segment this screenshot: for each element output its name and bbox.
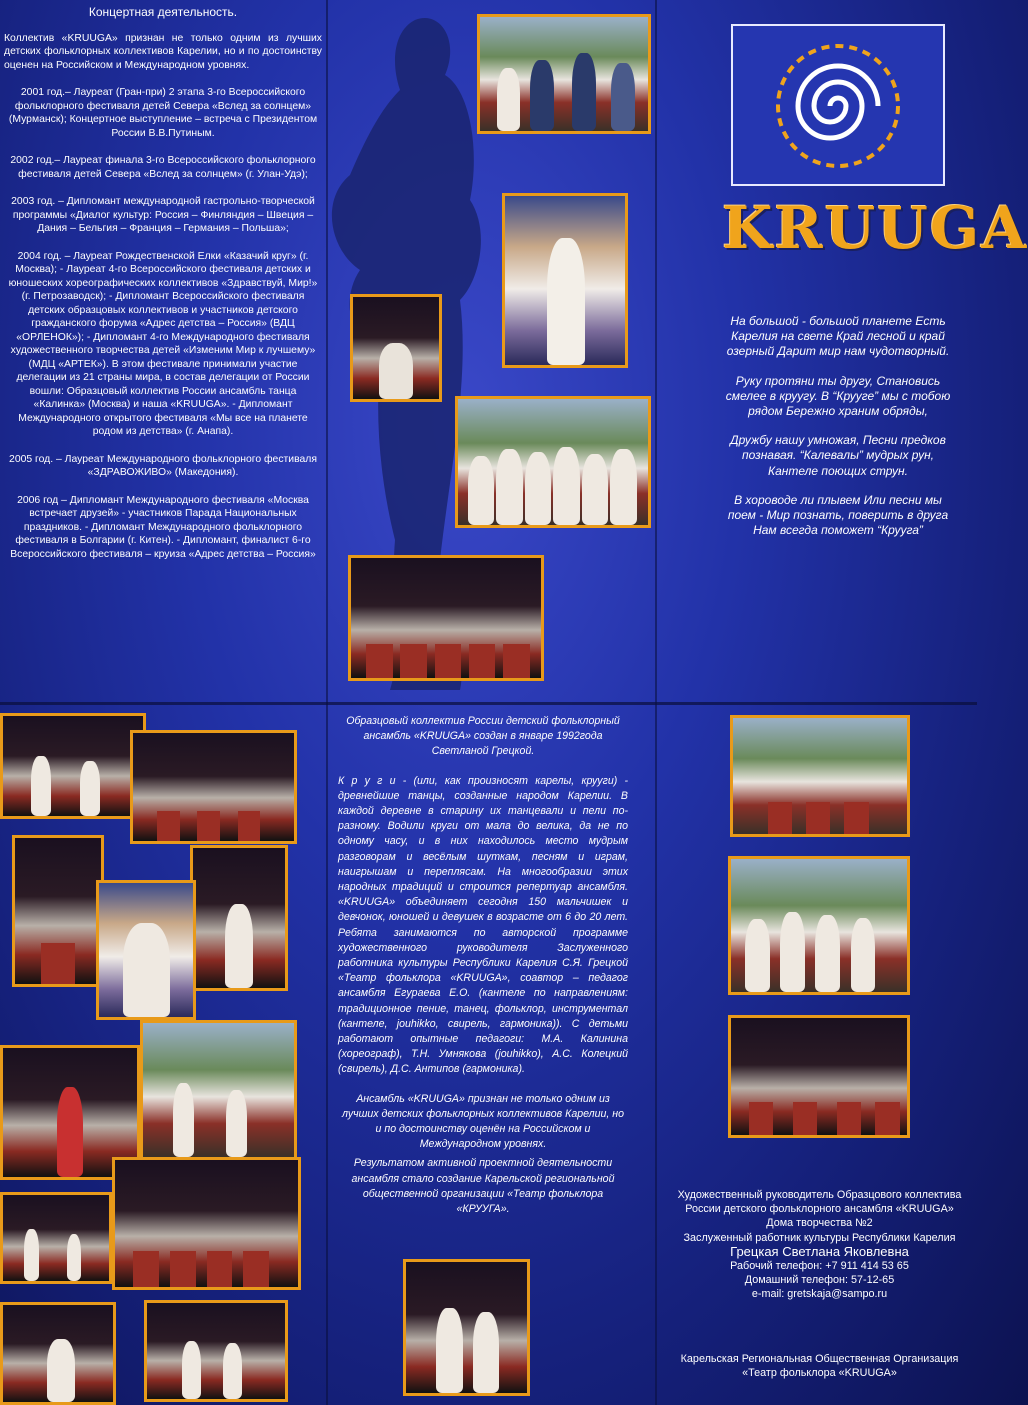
contact-role-4: Заслуженный работник культуры Республики Карелия — [683, 1231, 956, 1244]
sheet-separator — [0, 702, 977, 705]
logo-wordmark: KRUUGA — [722, 194, 1028, 262]
photo-singing-girl — [502, 193, 628, 368]
award-2005: 2005 год. – Лауреат Международного фольклорного фестиваля «ЗДРАВОЖИВО» (Македония). — [9, 453, 317, 478]
photo-collage-11 — [144, 1300, 288, 1402]
photo-collage-3 — [12, 835, 104, 987]
photo-collage-8 — [0, 1192, 112, 1284]
contact-role-2: России детского фольклорного ансамбля «KRUUGA» — [685, 1203, 954, 1216]
photo-collage-1 — [0, 713, 146, 819]
org-line-2: «Театр фольклора «KRUUGA» — [742, 1367, 897, 1380]
photo-collage-2 — [130, 730, 297, 844]
contact-role-3: Дома творчества №2 — [766, 1217, 873, 1230]
email: e-mail: gretskaja@sampo.ru — [751, 1288, 888, 1301]
award-2004: 2004 год. – Лауреат Рождественской Елки «Казачий круг» (г. Москва); - Лауреат 4-го Всероссийского фестиваля детских и юношеских хореографических коллективов «Здравствуй, Мир!» (г. Петрозаводск); - Дипломант Всероссийского фестиваля детских образцовых коллективов и участников детского гражданского форума «Адрес детства – Россия» (ВДЦ «ОРЛЕНОК»); - Дипломант 4-го Международного фестиваля художественного творчества детей «Изменим Мир к лучшему» (МДЦ «АРТЕК»). В этом фестивале принимали участие делегации из 21 страны мира, в состав делегации от России вошли: Образцовый коллектив России ансамбль танца «Калинка» (Москва) и наша «KRUUGA». - Дипломант Международного открытого фестиваля «Мы все на планете родом из детства» (г. Анапа). — [8, 250, 318, 437]
spiral-sun-icon — [733, 26, 943, 184]
photo-officials-meeting — [477, 14, 651, 134]
photo-collage-7 — [140, 1020, 297, 1160]
about-heading: Образцовый коллектив России детский фольклорный ансамбль «KRUUGA» создан в январе 1992года Светланой Грецкой. — [346, 715, 620, 758]
award-2003: 2003 год. – Дипломант международной гастрольно-творческой программы «Диалог культур: Россия – Финляндия – Швеция – Дания – Бельгия – Франция – Германия – Польша»; — [11, 196, 315, 234]
photo-flags-group — [728, 856, 910, 995]
photo-collage-9 — [112, 1157, 301, 1290]
work-phone: Рабочий телефон: +7 911 414 53 65 — [730, 1260, 909, 1273]
photo-kantele-player — [350, 294, 442, 402]
about-result: Результатом активной проектной деятельности ансамбля стало создание Карельской региональной общественной организации «Театр фольклора «КРУУГА». — [351, 1157, 615, 1216]
poem-stanza-4: В хороводе ли плывем Или песни мы поем - Мир познать, поверить в друга Нам всегда поможет “Крууга” — [727, 492, 949, 538]
about-ensemble — [338, 714, 628, 1231]
org-line-1: Карельская Региональная Общественная Организация — [680, 1353, 959, 1365]
poem-stanza-2: Руку протяни ты другу, Становись смелее в круугу. В “Крууге” мы с тобою рядом Бережно храним обряды, — [725, 373, 951, 419]
concert-activity-section — [4, 6, 322, 575]
photo-collage-10 — [0, 1302, 116, 1405]
about-recognition: Ансамбль «KRUUGA» признан не только одним из лучших детских фольклорных коллективов Карелии, но и по достоинству оценён на Российском и Международном уровнях. — [341, 1092, 625, 1151]
organization-footer — [662, 1352, 977, 1380]
award-2006: 2006 год – Дипломант Международного фестиваля «Москва встречает друзей» - участников Парада Национальных праздников. - Дипломант Международного фольклорного фестиваля в Болгарии (г. Китен). - Дипломант, финалист 6-го Всероссийского фестиваля – круиза «Адрес детства – Россия» — [10, 494, 316, 560]
photo-collage-4 — [190, 845, 288, 991]
poem-stanza-1: На большой - большой планете Есть Карелия на свете Край лесной и край озерный Дарит мир нам чудотворный. — [726, 314, 950, 359]
photo-duo-dance — [403, 1259, 530, 1396]
award-2002: 2002 год.– Лауреат финала 3-го Всероссийского фольклорного фестиваля детей Севера «Вслед за солнцем» (г. Улан-Удэ); — [10, 155, 316, 180]
contact-info — [662, 1188, 977, 1302]
photo-kantele-ensemble-stage — [348, 555, 544, 681]
concert-intro: Коллектив «KRUUGA» признан не только одним из лучших детских фольклорных коллективов Карелии, но и по достоинству оценен на Российском и Международном уровнях. — [4, 32, 322, 71]
contact-name: Грецкая Светлана Яковлевна — [730, 1243, 909, 1259]
poem — [720, 314, 956, 552]
photo-collage-5 — [96, 880, 196, 1020]
photo-stage-dance — [728, 1015, 910, 1138]
poem-stanza-3: Дружбу нашу умножая, Песни предков познавая. “Калевалы” мудрых рун, Кантеле поющих струн. — [730, 433, 946, 478]
kruuga-logo — [731, 24, 945, 186]
contact-role-1: Художественный руководитель Образцового коллектива — [677, 1189, 962, 1201]
home-phone: Домашний телефон: 57-12-65 — [744, 1274, 895, 1287]
concert-title: Концертная деятельность. — [88, 5, 238, 19]
award-2001: 2001 год.– Лауреат (Гран-при) 2 этапа 3-го Всероссийского фольклорного фестиваля детей Севера «Вслед за солнцем» (Мурманск); Концертное выступление – встреча с Президентом России В.В.Путиным. — [8, 87, 318, 139]
photo-group-outdoors — [455, 396, 651, 528]
photo-ship-deck-kantele — [730, 715, 910, 837]
about-body: К р у г и - (или, как произносят карелы, крууги) - древнейшие танцы, созданные народом Карелии. В каждой деревне в старину их танцевали и пели по-разному. Водили круги от мала до велика, да не по одному часу, и в них находилось место мудрым разговорам и весёлым шуткам, песням и играм, наигрышам и переплясам. На многообразии этих народных традиций и строится репертуар ансамбля. «KRUUGA» объединяет сегодня 150 мальчишек и девчонок, юношей и девушек в возрасте от 6 до 20 лет. Ребята занимаются по авторской программе художественного руководителя Заслуженного работника культуры Республики Карелия С.Я. Грецкой «Театр фольклора «KRUUGA», соавтор – педагог ансамбля Егураева Е.О. (кантеле по направлениям: традиционное пение, танец, фольклор, инструментал (кантеле, jouhikko, свирель, гармоника)). С детьми работают опытные педагоги: М.А. Калинина (хореограф), Т.Н. Умнякова (jouhikko), А.С. Колецкий (свирель), Д.С. Антипов (гармоника). — [338, 774, 628, 1076]
